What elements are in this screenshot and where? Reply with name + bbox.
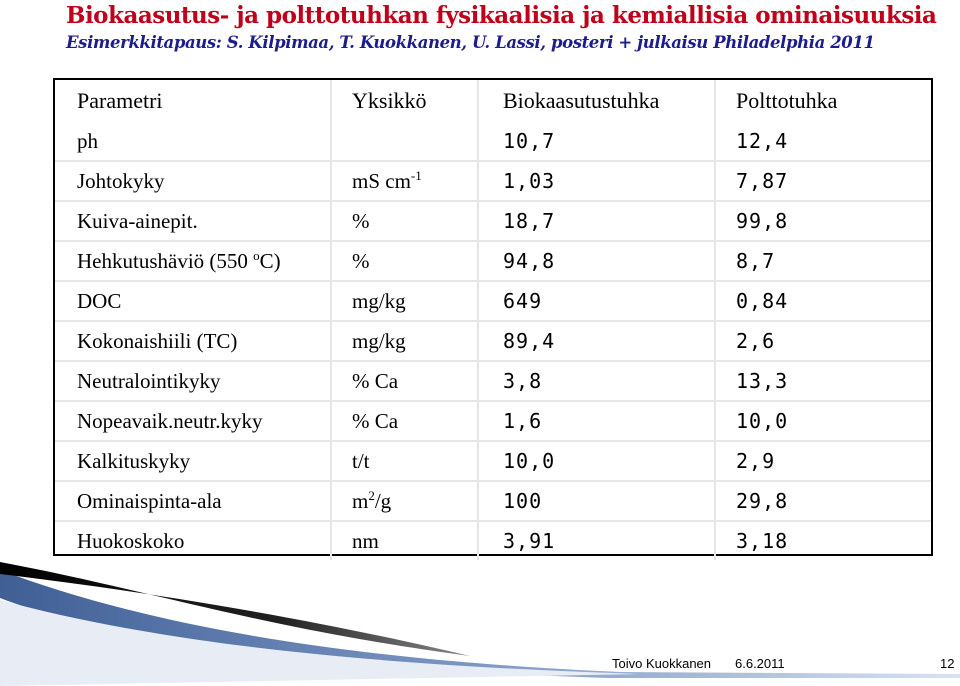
table-row: [55, 361, 931, 401]
footer-page-number: 12: [940, 656, 955, 671]
bio-value-cell: 3,8: [478, 361, 715, 401]
bio-value-cell: 100: [478, 481, 715, 521]
unit-superscript: -1: [410, 168, 422, 183]
header-biokaasutustuhka: Biokaasutustuhka: [478, 80, 715, 122]
unit-text: m: [352, 489, 369, 513]
unit-cell: %: [331, 201, 478, 241]
unit-superscript: 2: [368, 488, 375, 503]
bio-value-cell: 89,4: [478, 321, 715, 361]
unit-cell: mg/kg: [331, 281, 478, 321]
unit-cell: [331, 122, 478, 161]
param-cell: Neutralointikyky: [55, 361, 331, 401]
poltto-value-cell: 8,7: [715, 241, 931, 281]
param-cell: ph: [55, 122, 331, 161]
unit-text: mS cm: [352, 169, 411, 193]
table-row: [55, 122, 931, 161]
param-cell: Johtokyky: [55, 161, 331, 201]
bio-value-cell: 10,7: [478, 122, 715, 161]
param-tail: C): [259, 249, 281, 273]
table-row: [55, 241, 931, 281]
unit-cell: % Ca: [331, 401, 478, 441]
unit-cell: nm: [331, 521, 478, 560]
table-row: [55, 161, 931, 201]
table-row: [55, 521, 931, 560]
unit-cell: [331, 481, 478, 521]
bio-value-cell: 10,0: [478, 441, 715, 481]
bio-value-cell: 94,8: [478, 241, 715, 281]
unit-tail: /g: [374, 489, 392, 513]
bio-value-cell: 1,6: [478, 401, 715, 441]
poltto-value-cell: 29,8: [715, 481, 931, 521]
param-text: Hehkutushäviö (550: [77, 249, 254, 273]
table-row: [55, 441, 931, 481]
param-cell: Ominaispinta-ala: [55, 481, 331, 521]
param-cell: [55, 241, 331, 281]
unit-cell: t/t: [331, 441, 478, 481]
poltto-value-cell: 10,0: [715, 401, 931, 441]
poltto-value-cell: 2,9: [715, 441, 931, 481]
poltto-value-cell: 3,18: [736, 529, 789, 553]
bio-value-cell: 649: [478, 281, 715, 321]
param-cell: Kalkituskyky: [55, 441, 331, 481]
footer-author: Toivo Kuokkanen: [612, 656, 712, 671]
param-cell: Huokoskoko: [55, 521, 331, 560]
unit-cell: mg/kg: [331, 321, 478, 361]
poltto-value-cell: 99,8: [715, 201, 931, 241]
slide-title: Biokaasutus- ja polttotuhkan fysikaalisia ja kemiallisia ominaisuuksia: [66, 2, 937, 29]
param-cell: DOC: [55, 281, 331, 321]
table-row: [55, 201, 931, 241]
param-superscript: o: [253, 248, 260, 263]
table-header-row: [55, 80, 931, 122]
unit-cell: %: [331, 241, 478, 281]
param-cell: Kokonaishiili (TC): [55, 321, 331, 361]
table-row: [55, 281, 931, 321]
bio-value-cell: 3,91: [478, 521, 715, 560]
bio-value-cell: 18,7: [478, 201, 715, 241]
table-row: [55, 481, 931, 521]
table-row: [55, 401, 931, 441]
header-parametri: Parametri: [55, 80, 331, 122]
poltto-value-cell: 12,4: [715, 122, 931, 161]
poltto-value-cell: 7,87: [715, 161, 931, 201]
poltto-value-cell: 0,84: [715, 281, 931, 321]
unit-cell: % Ca: [331, 361, 478, 401]
bio-value-cell: 1,03: [478, 161, 715, 201]
param-cell: Nopeavaik.neutr.kyky: [55, 401, 331, 441]
properties-table: [53, 78, 933, 556]
slide-subtitle: Esimerkkitapaus: S. Kilpimaa, T. Kuokkanen, U. Lassi, posteri + julkaisu Philadelphia 2011: [66, 33, 875, 52]
header-yksikko: Yksikkö: [331, 80, 478, 122]
param-cell: Kuiva-ainepit.: [55, 201, 331, 241]
poltto-value-cell: 13,3: [715, 361, 931, 401]
header-polttotuhka: Polttotuhka: [736, 88, 838, 113]
table-row: [55, 321, 931, 361]
unit-cell: [331, 161, 478, 201]
poltto-value-cell: 2,6: [715, 321, 931, 361]
footer-date: 6.6.2011: [735, 656, 785, 671]
decorative-swoosh: [0, 560, 960, 686]
